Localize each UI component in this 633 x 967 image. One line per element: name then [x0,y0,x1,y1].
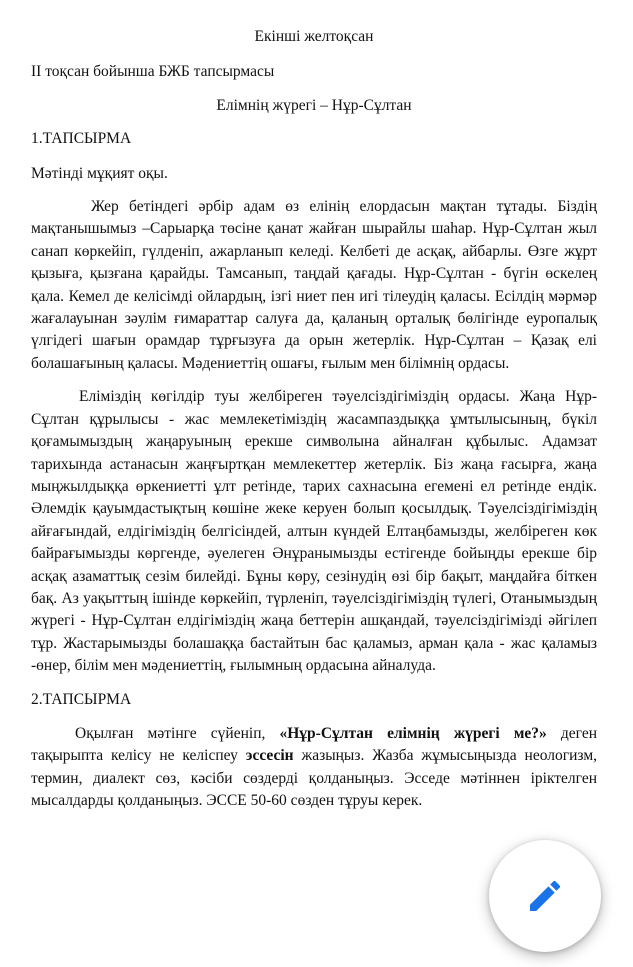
task2-heading: 2.ТАПСЫРМА [31,690,132,708]
task2-essay-topic: «Нұр-Сұлтан елімнің жүрегі ме?» [279,724,547,742]
task1-heading: 1.ТАПСЫРМА [31,130,132,148]
task2-text-part: деген тақырыпта келісу не келіспеу [31,724,597,765]
document-date: Екінші желтоқсан [254,28,374,45]
paragraph-2: Еліміздің көгілдір туы желбіреген тәуелсіздігіміздің ордасы. Жаңа Нұр-Сұлтан құрылысы - жас мемлекетіміздің жасампаздыққа ұмтылысының, бүкіл қоғамымыздың жаңаруының ерекше символына айналған құбылыс. Адамзат тарихында астанасын жаңғыртқан мемлекеттер жетерлік. Біз жаңа ғасырға, жаңа мыңжылдыққа өркениетті ұлт ретінде, тарих сахнасына егемені ел ретінде ендік. Әлемдік қауымдастықтың көшіне жеке керуен болып қосылдық. Тәуелсіздігіміздің айғағындай, елдігіміздің белгісіндей, алтын күндей Елтаңбамызды, желбіреген көк байрағымызды көргенде, әуелеген Әнұранымызды естігенде бойыңды ерекше бір асқақ азаматтық сезім билейді. Бұны көру, сезінудің өзі бір бақыт, маңдайға біткен бақ. Аз уақыттың ішінде көркейіп, түрленіп, тәуелсіздігіміздің түлегі, Отанымыздың жүрегі - Нұр-Сұлтан елдігіміздің жаңа беттерін ашқандай, тәуелсіздігімізді әйгілеп тұр. Жастарымызды болашаққа бастайтын бас қаламыз, арман қала - жас қаламыз -өнер, білім мен мәдениеттің, ғылымның ордасына айналуда. [31,388,597,675]
edit-button[interactable] [489,840,601,952]
task2-essay-word: эссесін [245,747,294,765]
task2-text-part: Оқылған мәтінге сүйеніп, [75,724,280,742]
paragraph-1: Жер бетіндегі әрбір адам өз елінің елордасын мақтан тұтады. Біздің мақтанышымыз –Сарыарқа төсіне қанат жайған шырайлы шаһар. Нұр-Сұлтан жыл санап көркейіп, гүлденіп, ажарланып келеді. Келбеті де асқақ, айбарлы. Өзге жұрт қызыға, қызғана қарайды. Тамсанып, таңдай қағады. Нұр-Сұлтан - бүгін өскелең қала. Кемел де келісімді ойлардың, ізгі ниет пен игі тілеудің қаласы. Есілдің мәрмәр жағалауынан зәулім ғимараттар салуға да, қаланың орталық бөлігінде еуропалық үлгідегі шағын орамдар тұрғызуға да орын жетерлік. Нұр-Сұлтан – Қазақ елі болашағының қаласы. Мәдениеттің ошағы, ғылым мен білімнің ордасы. [31,198,597,372]
document-title: Елімнің жүрегі – Нұр-Сұлтан [216,96,412,114]
task1-instruction: Мәтінді мұқият оқы. [31,164,168,182]
document-subtitle: ІІ тоқсан бойынша БЖБ тапсырмасы [31,63,275,81]
document-page [31,26,597,824]
pencil-icon [525,876,565,916]
task2-text [31,723,597,813]
task2-text-part: жазыңыз. Жазба жұмысыңызда неологизм, термин, диалект сөз, кәсіби сөздерді қолданыңыз. Эсседе мәтіннен іріктелген мысалдарды қолданыңыз. ЭССЕ 50-60 сөзден тұруы керек. [31,747,597,810]
pencil-icon-shape [530,881,560,911]
